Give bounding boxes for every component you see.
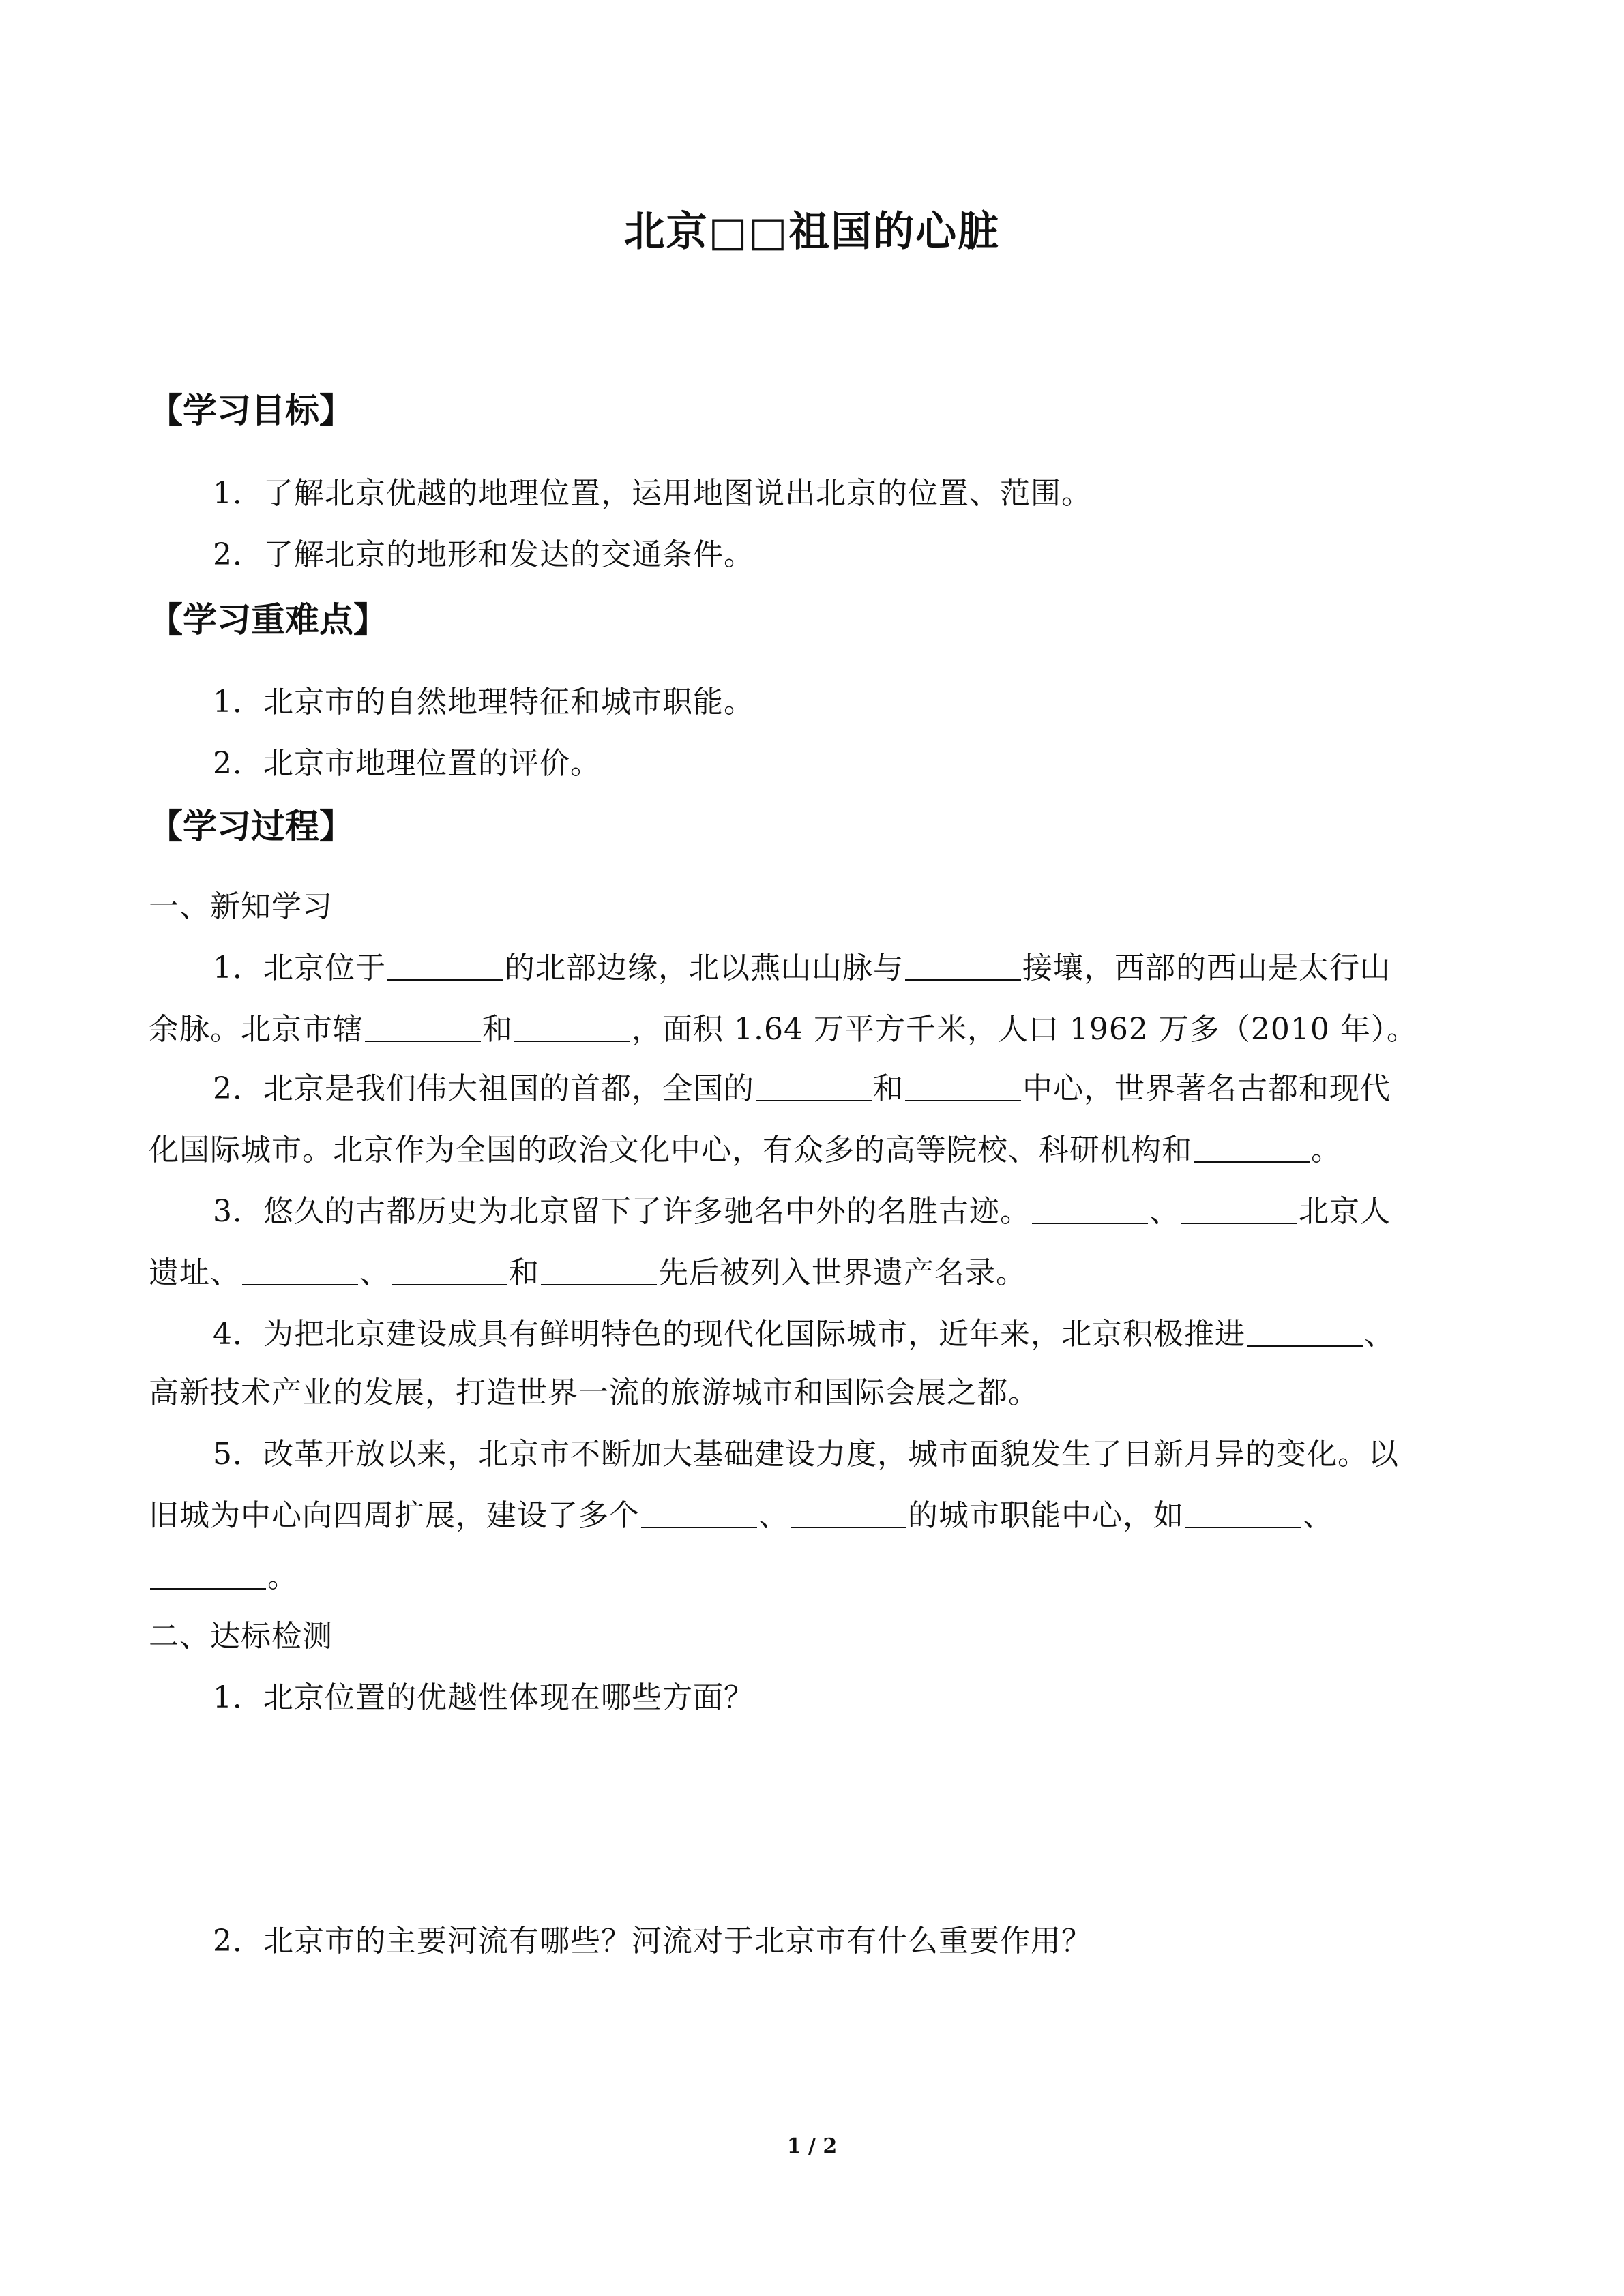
question-line: 。 [149, 1557, 1486, 1598]
check-question: 2．北京市的主要河流有哪些？河流对于北京市有什么重要作用？ [213, 1924, 1092, 1958]
fill-blank[interactable] [392, 1254, 507, 1285]
fill-blank[interactable] [387, 949, 503, 981]
part2-heading: 二、达标检测 [149, 1619, 333, 1654]
fill-blank[interactable] [514, 1011, 630, 1042]
section-heading-keypoints: 【学习重难点】 [149, 599, 387, 640]
fill-blank[interactable] [1194, 1131, 1310, 1163]
fill-blank[interactable] [905, 1070, 1021, 1101]
fill-blank[interactable] [1032, 1193, 1148, 1224]
fill-blank[interactable] [641, 1497, 757, 1528]
fill-blank[interactable] [905, 949, 1021, 981]
page-title: 北京□□祖国的心脏 [623, 208, 1001, 256]
fill-blank[interactable] [150, 1558, 266, 1590]
fill-blank[interactable] [1247, 1315, 1363, 1347]
part1-heading: 一、新知学习 [149, 889, 333, 924]
question-line: 2．北京是我们伟大祖国的首都，全国的 和 中心，世界著名古都和现代 [213, 1071, 1391, 1106]
section-heading-goals: 【学习目标】 [149, 390, 353, 430]
fill-blank[interactable] [1185, 1497, 1301, 1528]
question-line: 1．北京位于 的北部边缘，北以燕山山脉与 接壤，西部的西山是太行山 [213, 951, 1391, 985]
question-line: 化国际城市。北京作为全国的政治文化中心，有众多的高等院校、科研机构和 。 [149, 1133, 1342, 1167]
fill-blank[interactable] [791, 1497, 906, 1528]
keypoint-item: 1．北京市的自然地理特征和城市职能。 [213, 685, 754, 719]
keypoint-item: 2．北京市地理位置的评价。 [213, 746, 601, 781]
fill-blank[interactable] [242, 1254, 358, 1285]
goal-item: 2．了解北京的地形和发达的交通条件。 [213, 537, 754, 572]
check-question: 1．北京位置的优越性体现在哪些方面？ [213, 1680, 754, 1715]
fill-blank[interactable] [1181, 1193, 1297, 1224]
section-heading-process: 【学习过程】 [149, 806, 353, 846]
question-line: 遗址、 、 和 先后被列入世界遗产名录。 [149, 1255, 1027, 1290]
fill-blank[interactable] [756, 1070, 872, 1101]
fill-blank[interactable] [541, 1254, 657, 1285]
page-number: 1 / 2 [786, 2134, 838, 2158]
goal-item: 1．了解北京优越的地理位置，运用地图说出北京的位置、范围。 [213, 476, 1092, 511]
question-line: 4．为把北京建设成具有鲜明特色的现代化国际城市，近年来，北京积极推进 、 [213, 1317, 1395, 1352]
fill-blank[interactable] [365, 1011, 481, 1042]
question-line: 3．悠久的古都历史为北京留下了许多驰名中外的名胜古迹。 、 北京人 [213, 1194, 1391, 1229]
question-line: 高新技术产业的发展，打造世界一流的旅游城市和国际会展之都。 [149, 1375, 1039, 1410]
question-line: 余脉。北京市辖 和 ，面积 1.64 万平方千米，人口 1962 万多（2010 年）。 [149, 1012, 1417, 1047]
question-line: 旧城为中心向四周扩展，建设了多个 、 的城市职能中心，如 、 [149, 1498, 1333, 1533]
question-line: 5．改革开放以来，北京市不断加大基础建设力度，城市面貌发生了日新月异的变化。以 [213, 1437, 1399, 1472]
